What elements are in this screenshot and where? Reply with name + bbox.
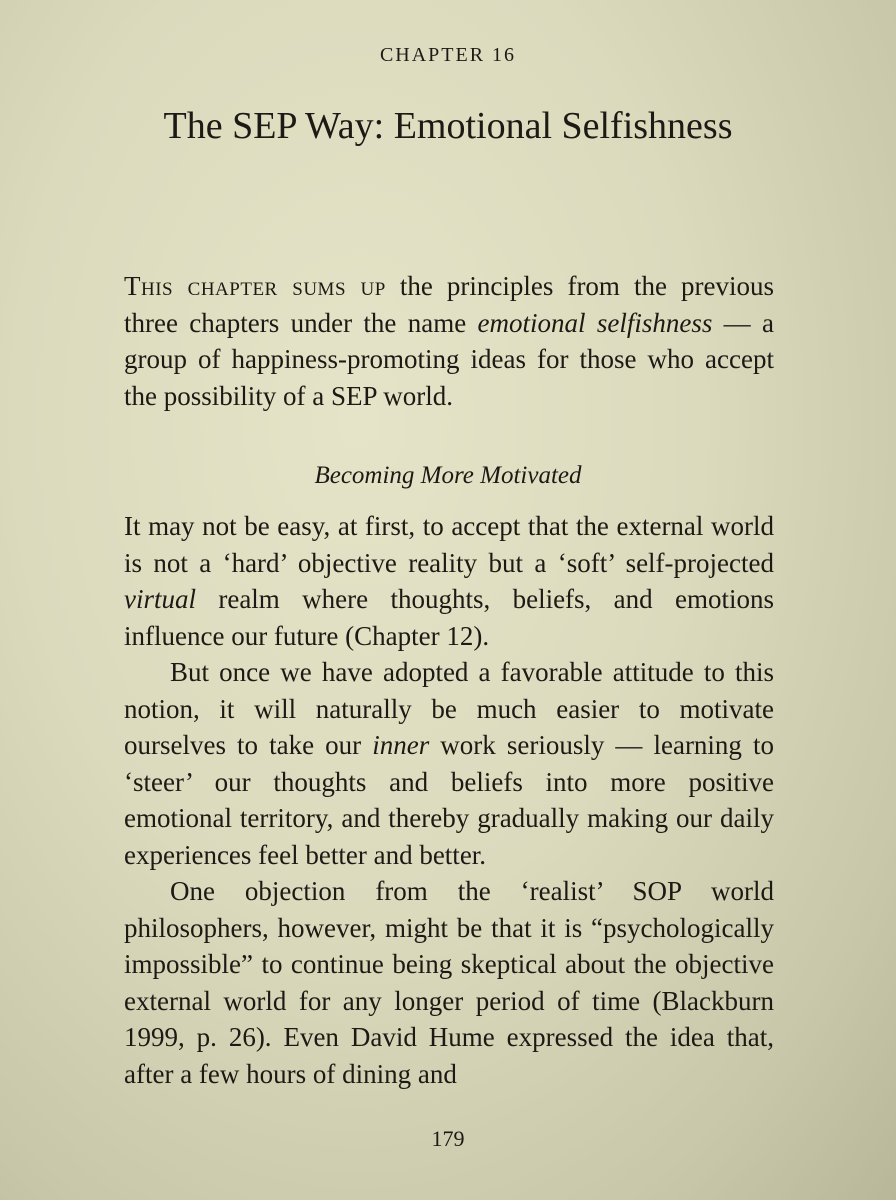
paragraph-2-text-a: But once we have adopted a favorable attitude to this notion, it will naturally be much easier to motivate ourselves to take our bbox=[124, 657, 774, 760]
paragraph-2-text-b: work seriously — learning to ‘steer’ our thoughts and beliefs into more positive emotional territory, and thereby gradually making our daily experiences feel better and better. bbox=[124, 730, 774, 870]
section-heading: Becoming More Motivated bbox=[314, 462, 582, 489]
paragraph-1-text-a: It may not be easy, at first, to accept that the external world is not a ‘hard’ objective reality but a ‘soft’ self-projected bbox=[124, 511, 774, 578]
chapter-label: CHAPTER 16 bbox=[379, 44, 517, 66]
paragraph-1-italic: virtual bbox=[124, 584, 196, 614]
chapter-title: The SEP Way: Emotional Selfishness bbox=[163, 105, 733, 147]
intro-paragraph bbox=[124, 268, 774, 414]
intro-text-before: the principles from the previous three chapters under the name bbox=[124, 271, 774, 338]
intro-lead-smallcaps: This chapter sums up bbox=[124, 271, 386, 301]
paragraph-1-text-b: realm where thoughts, beliefs, and emotions influence our future (Chapter 12). bbox=[124, 584, 774, 651]
page-number: 179 bbox=[431, 1126, 465, 1151]
paragraph-1 bbox=[124, 508, 774, 654]
main-text bbox=[124, 508, 774, 1098]
intro-text-after: — a group of happiness-promoting ideas for those who accept the possibility of a SEP world. bbox=[124, 307, 774, 411]
paragraph-2-italic: inner bbox=[372, 730, 430, 760]
intro-italic-term: emotional selfishness bbox=[477, 307, 713, 338]
paragraph-2 bbox=[124, 654, 774, 873]
paragraph-3: One objection from the ‘realist’ SOP world philosophers, however, might be that it is “psychologically impossible” to continue being skeptical about the objective external world for any longer period of time (Blackburn 1999, p. 26). Even David Hume expressed the idea that, after a few hours of dining and bbox=[124, 876, 774, 1089]
